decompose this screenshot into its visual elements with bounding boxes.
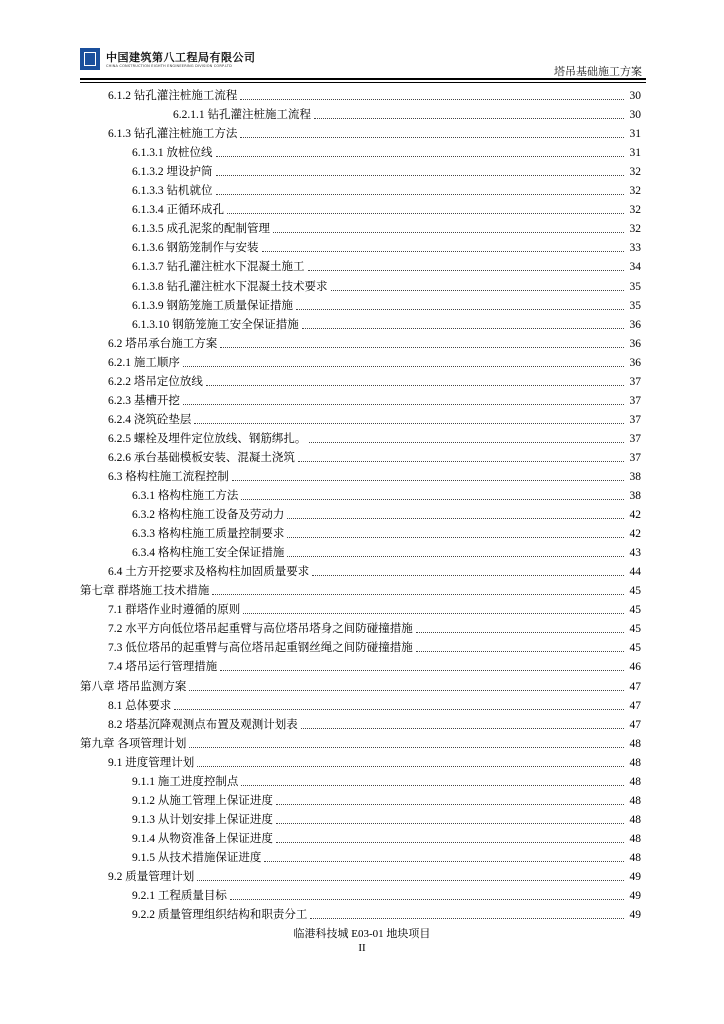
toc-entry-label: 6.1.3.2 埋设护筒 <box>132 166 213 179</box>
toc-entry-page: 32 <box>629 223 641 236</box>
toc-dot-leader <box>312 574 624 576</box>
toc-entry[interactable] <box>80 617 641 636</box>
toc-entry-label: 6.1.3.9 钢筋笼施工质量保证措施 <box>132 299 293 312</box>
toc-dot-leader <box>276 841 624 843</box>
toc-dot-leader <box>301 727 624 729</box>
toc-entry[interactable] <box>80 865 641 884</box>
toc-dot-leader <box>416 650 624 652</box>
toc-dot-leader <box>331 289 625 291</box>
toc-dot-leader <box>308 269 625 271</box>
toc-entry-label: 6.1.2 钻孔灌注桩施工流程 <box>108 90 238 103</box>
toc-entry[interactable] <box>80 884 641 903</box>
toc-entry[interactable] <box>80 313 641 332</box>
toc-dot-leader <box>276 803 624 805</box>
toc-entry[interactable] <box>80 503 641 522</box>
toc-entry-label: 9.2.1 工程质量目标 <box>132 890 227 903</box>
toc-dot-leader <box>216 174 625 176</box>
toc-entry-label: 6.2.5 螺栓及埋件定位放线、钢筋绑扎。 <box>108 432 307 445</box>
toc-entry-page: 37 <box>629 375 641 388</box>
toc-entry-page: 45 <box>629 585 641 598</box>
toc-dot-leader <box>240 98 624 100</box>
toc-entry-label: 6.1.3.5 成孔泥浆的配制管理 <box>132 223 270 236</box>
toc-entry-page: 46 <box>629 661 641 674</box>
toc-dot-leader <box>216 193 625 195</box>
toc-dot-leader <box>174 708 624 710</box>
toc-entry-label: 6.3.3 格构柱施工质量控制要求 <box>132 528 285 541</box>
toc-dot-leader <box>273 231 624 233</box>
toc-entry[interactable] <box>80 179 641 198</box>
toc-entry[interactable] <box>80 198 641 217</box>
company-logo <box>80 48 100 70</box>
toc-entry[interactable] <box>80 579 641 598</box>
toc-entry-page: 47 <box>629 718 641 731</box>
toc-entry[interactable] <box>80 236 641 255</box>
toc-entry-label: 6.1.3.3 钻机就位 <box>132 185 213 198</box>
toc-dot-leader <box>243 612 624 614</box>
toc-entry-label: 第七章 群塔施工技术措施 <box>80 585 210 598</box>
toc-entry-page: 37 <box>629 394 641 407</box>
toc-dot-leader <box>220 669 624 671</box>
toc-entry-page: 47 <box>629 680 641 693</box>
toc-entry[interactable] <box>80 103 641 122</box>
footer-page-number: II <box>358 942 366 954</box>
toc-dot-leader <box>183 403 624 405</box>
toc-entry-label: 9.1.4 从物资准备上保证进度 <box>132 832 273 845</box>
toc-entry[interactable] <box>80 484 641 503</box>
toc-entry-page: 33 <box>629 242 641 255</box>
toc-entry-label: 7.4 塔吊运行管理措施 <box>108 661 218 674</box>
toc-entry-label: 9.2.2 质量管理组织结构和职责分工 <box>132 909 308 922</box>
toc-dot-leader <box>197 879 624 881</box>
toc-entry-page: 48 <box>629 813 641 826</box>
toc-entry-page: 47 <box>629 699 641 712</box>
toc-entry[interactable] <box>80 694 641 713</box>
toc-entry[interactable] <box>80 217 641 236</box>
toc-entry-label: 6.1.3.6 钢筋笼制作与安装 <box>132 242 259 255</box>
toc-entry[interactable] <box>80 522 641 541</box>
toc-dot-leader <box>416 631 624 633</box>
toc-entry-label: 6.3.1 格构柱施工方法 <box>132 490 239 503</box>
toc-entry-label: 6.2.6 承台基础模板安装、混凝土浇筑 <box>108 451 295 464</box>
toc-entry[interactable] <box>80 732 641 751</box>
toc-entry-page: 49 <box>629 870 641 883</box>
toc-entry-label: 9.1 进度管理计划 <box>108 756 195 769</box>
toc-entry-page: 45 <box>629 604 641 617</box>
toc-entry[interactable] <box>80 465 641 484</box>
toc-dot-leader <box>230 898 624 900</box>
document-title: 塔吊基础施工方案 <box>554 65 642 78</box>
toc-entry-page: 32 <box>629 204 641 217</box>
toc-entry-page: 45 <box>629 623 641 636</box>
toc-entry-page: 31 <box>629 128 641 141</box>
toc-dot-leader <box>296 308 624 310</box>
toc-dot-leader <box>240 136 624 138</box>
toc-dot-leader <box>241 498 624 500</box>
toc-entry-label: 6.3.4 格构柱施工安全保证措施 <box>132 547 285 560</box>
toc-entry-page: 44 <box>629 566 641 579</box>
toc-entry-label: 6.3.2 格构柱施工设备及劳动力 <box>132 509 285 522</box>
toc-entry[interactable] <box>80 255 641 274</box>
toc-entry-label: 6.1.3.1 放桩位线 <box>132 147 213 160</box>
toc-entry-page: 36 <box>629 318 641 331</box>
toc-dot-leader <box>232 479 624 481</box>
toc-dot-leader <box>287 555 624 557</box>
toc-dot-leader <box>314 117 624 119</box>
toc-entry[interactable] <box>80 408 641 427</box>
toc-dot-leader <box>227 212 624 214</box>
toc-entry-page: 49 <box>629 890 641 903</box>
toc-entry-label: 9.1.2 从施工管理上保证进度 <box>132 794 273 807</box>
toc-entry-page: 30 <box>629 90 641 103</box>
toc-dot-leader <box>194 422 624 424</box>
toc-dot-leader <box>220 346 624 348</box>
toc-entry-label: 7.3 低位塔吊的起重臂与高位塔吊起重钢丝绳之间防碰撞措施 <box>108 642 413 655</box>
toc-dot-leader <box>302 327 624 329</box>
toc-entry-page: 48 <box>629 832 641 845</box>
toc-entry-page: 49 <box>629 909 641 922</box>
toc-entry-page: 48 <box>629 851 641 864</box>
toc-entry-page: 42 <box>629 528 641 541</box>
toc-dot-leader <box>309 441 624 443</box>
toc-entry-label: 第九章 各项管理计划 <box>80 737 187 750</box>
toc-entry-page: 35 <box>629 299 641 312</box>
toc-dot-leader <box>189 689 624 691</box>
toc-entry[interactable] <box>80 351 641 370</box>
toc-entry[interactable] <box>80 332 641 351</box>
toc-entry[interactable] <box>80 370 641 389</box>
toc-entry[interactable] <box>80 636 641 655</box>
toc-entry[interactable] <box>80 389 641 408</box>
toc-entry[interactable] <box>80 294 641 313</box>
header-rule <box>80 78 646 80</box>
toc-entry-label: 6.2.1 施工顺序 <box>108 356 180 369</box>
toc-entry-label: 6.1.3.4 正循环成孔 <box>132 204 224 217</box>
toc-entry-label: 6.2.3 基槽开挖 <box>108 394 180 407</box>
toc-entry-label: 9.1.1 施工进度控制点 <box>132 775 239 788</box>
toc-dot-leader <box>264 860 624 862</box>
toc-entry-page: 48 <box>629 775 641 788</box>
toc-entry-page: 36 <box>629 356 641 369</box>
toc-entry-page: 37 <box>629 432 641 445</box>
toc-entry[interactable] <box>80 446 641 465</box>
toc-entry[interactable] <box>80 827 641 846</box>
toc-entry[interactable] <box>80 713 641 732</box>
toc-entry[interactable] <box>80 427 641 446</box>
toc-entry[interactable] <box>80 751 641 770</box>
toc-entry[interactable] <box>80 903 641 922</box>
toc-entry-label: 6.1.3.8 钻孔灌注桩水下混凝土技术要求 <box>132 280 328 293</box>
toc-entry-label: 9.1.5 从技术措施保证进度 <box>132 851 262 864</box>
toc-entry-label: 6.2 塔吊承台施工方案 <box>108 337 218 350</box>
toc-entry-label: 9.1.3 从计划安排上保证进度 <box>132 813 273 826</box>
toc-entry-page: 35 <box>629 280 641 293</box>
page-header <box>80 40 646 80</box>
toc-entry[interactable] <box>80 789 641 808</box>
header-rule-thin <box>80 82 646 83</box>
toc-entry-label: 6.1.3 钻孔灌注桩施工方法 <box>108 128 238 141</box>
toc-dot-leader <box>197 765 624 767</box>
toc-entry-label: 8.2 塔基沉降观测点布置及观测计划表 <box>108 718 298 731</box>
toc-entry-label: 6.2.2 塔吊定位放线 <box>108 375 203 388</box>
toc-entry[interactable] <box>80 541 641 560</box>
toc-dot-leader <box>287 536 624 538</box>
toc-entry-page: 36 <box>629 337 641 350</box>
toc-entry[interactable] <box>80 560 641 579</box>
logo-mark <box>84 52 96 66</box>
toc-entry-label: 7.2 水平方向低位塔吊起重臂与高位塔吊塔身之间防碰撞措施 <box>108 623 413 636</box>
toc-entry-page: 30 <box>629 109 641 122</box>
toc-dot-leader <box>310 917 624 919</box>
toc-entry-page: 31 <box>629 147 641 160</box>
toc-entry-page: 48 <box>629 794 641 807</box>
toc-entry-page: 42 <box>629 509 641 522</box>
toc-entry-label: 7.1 群塔作业时遵循的原则 <box>108 604 241 617</box>
toc-dot-leader <box>287 517 624 519</box>
toc-entry-page: 32 <box>629 185 641 198</box>
toc-entry[interactable] <box>80 141 641 160</box>
toc-entry-label: 8.1 总体要求 <box>108 699 172 712</box>
footer-project-name: 临港科技城 E03-01 地块项目 <box>293 928 431 940</box>
toc-dot-leader <box>276 822 624 824</box>
toc-entry[interactable] <box>80 160 641 179</box>
company-name-cn: 中国建筑第八工程局有限公司 <box>106 51 256 64</box>
toc-dot-leader <box>212 593 624 595</box>
toc-entry[interactable] <box>80 274 641 293</box>
toc-entry-page: 37 <box>629 451 641 464</box>
table-of-contents <box>80 84 641 922</box>
toc-entry-page: 48 <box>629 737 641 750</box>
toc-entry-page: 38 <box>629 470 641 483</box>
toc-entry-label: 6.2.1.1 钻孔灌注桩施工流程 <box>173 109 311 122</box>
toc-entry-page: 45 <box>629 642 641 655</box>
toc-dot-leader <box>298 460 624 462</box>
toc-entry-page: 37 <box>629 413 641 426</box>
toc-entry[interactable] <box>80 598 641 617</box>
toc-entry[interactable] <box>80 122 641 141</box>
toc-entry-label: 6.1.3.7 钻孔灌注桩水下混凝土施工 <box>132 261 305 274</box>
toc-entry[interactable] <box>80 846 641 865</box>
toc-entry[interactable] <box>80 655 641 674</box>
toc-entry-page: 38 <box>629 490 641 503</box>
toc-dot-leader <box>183 365 624 367</box>
toc-entry[interactable] <box>80 674 641 693</box>
toc-dot-leader <box>241 784 624 786</box>
toc-entry-label: 第八章 塔吊监测方案 <box>80 680 187 693</box>
toc-entry[interactable] <box>80 770 641 789</box>
toc-entry-label: 6.3 格构柱施工流程控制 <box>108 470 229 483</box>
toc-entry-label: 6.1.3.10 钢筋笼施工安全保证措施 <box>132 318 299 331</box>
toc-dot-leader <box>216 155 625 157</box>
toc-entry-page: 34 <box>629 261 641 274</box>
toc-entry-label: 9.2 质量管理计划 <box>108 870 195 883</box>
toc-entry[interactable] <box>80 808 641 827</box>
toc-dot-leader <box>206 384 624 386</box>
toc-entry-page: 48 <box>629 756 641 769</box>
company-name-en: CHINA CONSTRUCTION EIGHTH ENGINEERING DIVISION CORP.LTD <box>106 64 232 68</box>
toc-dot-leader <box>262 250 625 252</box>
toc-entry-label: 6.2.4 浇筑砼垫层 <box>108 413 192 426</box>
toc-entry[interactable] <box>80 84 641 103</box>
toc-dot-leader <box>189 746 624 748</box>
toc-entry-label: 6.4 土方开挖要求及格构柱加固质量要求 <box>108 566 310 579</box>
toc-entry-page: 43 <box>629 547 641 560</box>
toc-entry-page: 32 <box>629 166 641 179</box>
